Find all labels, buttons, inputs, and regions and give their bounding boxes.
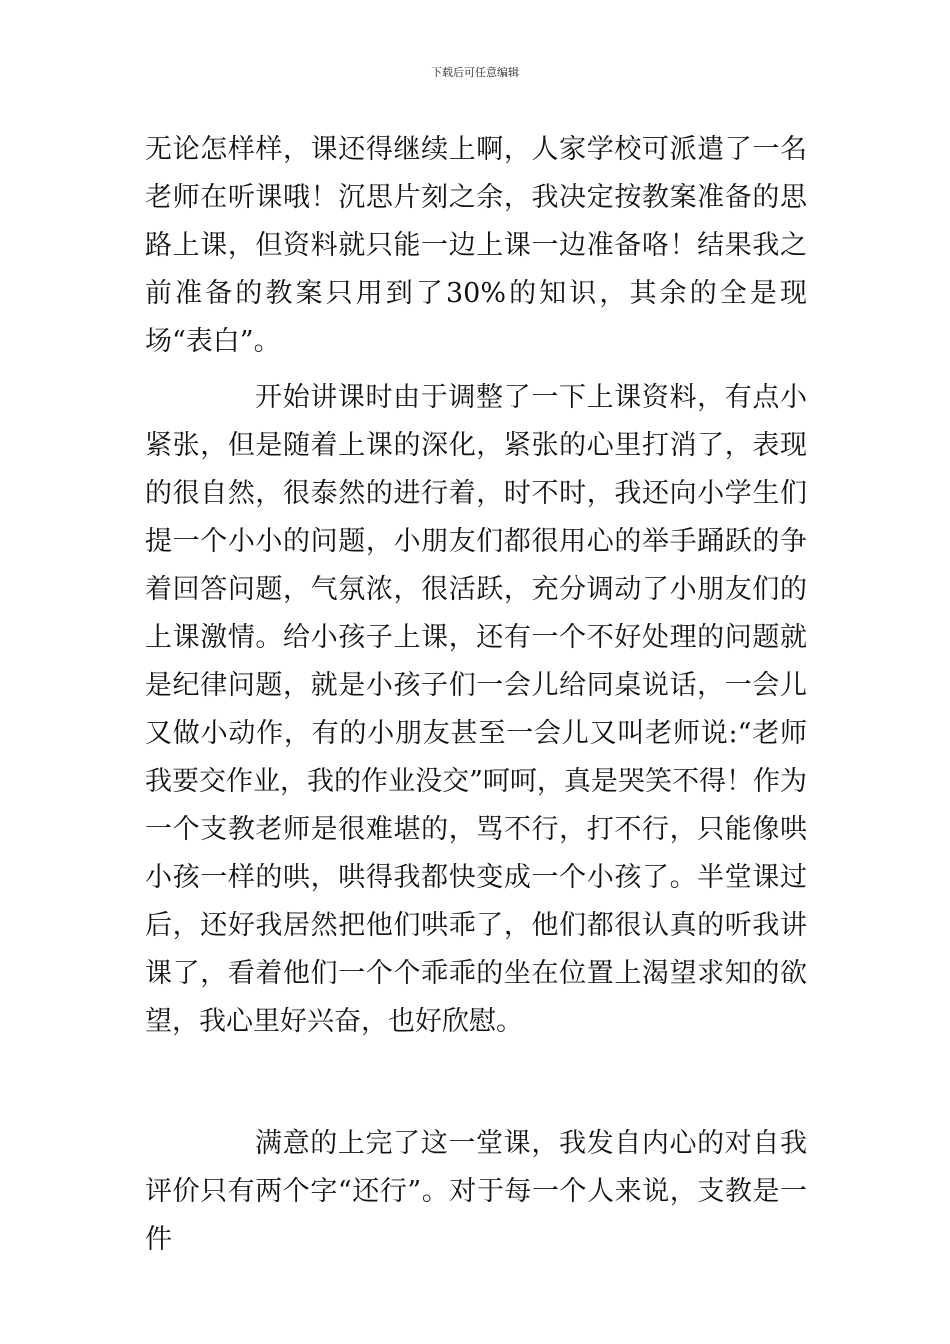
page-header: 下载后可任意编辑 [431, 66, 519, 79]
paragraph-2: 开始讲课时由于调整了一下上课资料，有点小紧张，但是随着上课的深化，紧张的心里打消了，表现的很自然，很泰然的进行着，时不时，我还向小学生们提一个小小的问题，小朋友们都很用心的举手踊跃的争着回答问题，气氛浓，很活跃，充分调动了小朋友们的上课激情。给小孩子上课，还有一个不好处理的问题就是纪律问题，就是小孩子们一会儿给同桌说话，一会儿又做小动作，有的小朋友甚至一会儿又叫老师说:“老师我要交作业，我的作业没交”呵呵，真是哭笑不得！作为一个支教老师是很难堪的，骂不行，打不行，只能像哄小孩一样的哄，哄得我都快变成一个小孩了。半堂课过后，还好我居然把他们哄乖了，他们都很认真的听我讲课了，看着他们一个个乖乖的坐在位置上渴望求知的欲望，我心里好兴奋，也好欣慰。 [145, 382, 807, 1037]
paragraph-1: 无论怎样样，课还得继续上啊，人家学校可派遣了一名老师在听课哦！沉思片刻之余，我决定按教案准备的思路上课，但资料就只能一边上课一边准备咯！结果我之前准备的教案只用到了30%的知识，其余的全是现场“表白”。 [145, 134, 807, 357]
paragraph-3: 满意的上完了这一堂课，我发自内心的对自我评价只有两个字“还行”。对于每一个人来说，支教是一件 [145, 1128, 807, 1255]
